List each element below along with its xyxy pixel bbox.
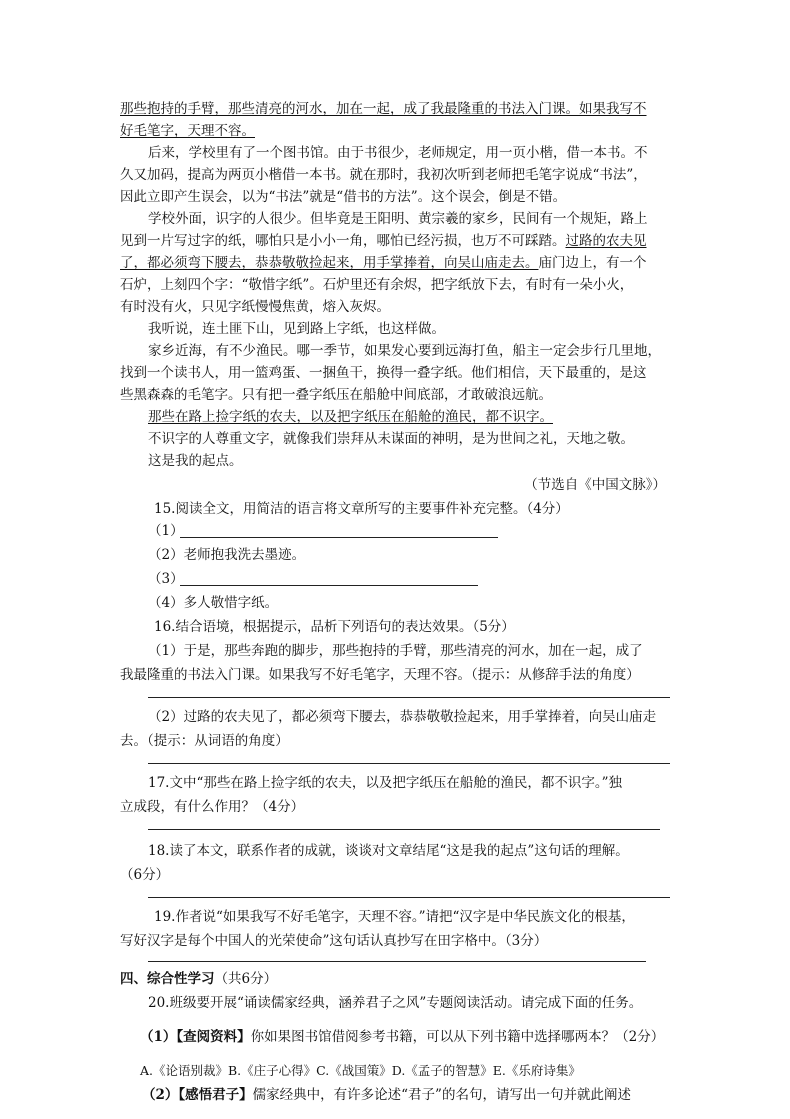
q15-item2: （2）老师抱我洗去墨迹。 — [148, 547, 306, 563]
q20-options: A.《论语别裁》B.《庄子心得》C.《战国策》D.《孟子的智慧》E.《乐府诗集》 — [140, 1063, 581, 1078]
q15-item4: （4）多人敬惜字纸。 — [148, 595, 279, 611]
passage-p5-line3: 些黑森森的毛笔字。只有把一叠字纸压在船舱中间底部，才敢破浪远航。 — [120, 387, 552, 403]
passage-p2-line3: 因此立即产生误会，以为“书法”就是“借书的方法”。这个误会，倒是不错。 — [120, 189, 567, 205]
q18-line1: 18.读了本文，联系作者的成就，谈谈对文章结尾“这是我的起点”这句话的理解。 — [148, 843, 629, 859]
passage-p1-line1: 那些抱持的手臂，那些清亮的河水，加在一起，成了我最隆重的书法入门课。如果我写不 — [120, 101, 647, 117]
q15-stem: 15.阅读全文，用简洁的语言将文章所写的主要事件补充完整。（4分） — [154, 501, 569, 517]
q15-item3-answer-line[interactable] — [180, 585, 478, 586]
q17-line1: 17.文中“那些在路上捡字纸的农夫，以及把字纸压在船舱的渔民，都不识字。”独 — [148, 775, 623, 791]
q20-task2 — [142, 1084, 694, 1106]
passage-p5-line2: 找到一个读书人，用一篮鸡蛋、一捆鱼干，换得一叠字纸。他们相信，天下最重的，是这 — [120, 365, 647, 381]
q16-sub2-answer-line[interactable] — [148, 763, 670, 764]
passage-p5-line1: 家乡近海，有不少渔民。哪一季节，如果发心要到远海打鱼，船主一定会步行几里地， — [148, 343, 661, 359]
q20-stem: 20.班级要开展“诵读儒家经典，涵养君子之风”专题阅读活动。请完成下面的任务。 — [148, 995, 643, 1011]
passage-p2-line1: 后来，学校里有了一个图书馆。由于书很少，老师规定，用一页小楷，借一本书。不 — [148, 145, 648, 161]
q17-line2: 立成段，有什么作用？（4分） — [120, 799, 305, 815]
passage-p4: 我听说，连土匪下山，见到路上字纸，也这样做。 — [148, 321, 445, 337]
q20-task2-text: 儒家经典中，有许多论述“君子”的名句，请写出一句并就此阐述 — [252, 1087, 631, 1103]
passage-p3-line2-plain: 见到一片写过字的纸，哪怕只是小小一角，哪怕已经污损，也万不可踩踏。 — [120, 233, 566, 249]
passage-p3-line3 — [120, 252, 672, 274]
q19-answer-line[interactable] — [148, 961, 646, 962]
passage-p8: 这是我的起点。 — [148, 453, 243, 469]
passage-p2-line2: 久又加码，提高为两页小楷借一本书。就在那时，我初次听到老师把毛笔字说成“书法”， — [120, 167, 647, 183]
q20-task1-text: 你如果图书馆借阅参考书籍，可以从下列书籍中选择哪两本？（2分） — [250, 1029, 665, 1045]
q20-task1 — [140, 1026, 692, 1048]
passage-p3-line4: 石炉，上刻四个字：“敬惜字纸”。石炉里还有余烬，把字纸放下去，有时有一朵小火， — [120, 277, 634, 293]
passage-p3-line3-underlined: 了，都必须弯下腰去，恭恭敬敬捡起来，用手掌捧着，向吴山庙走去。 — [120, 255, 539, 271]
q16-sub1-line2: 我最隆重的书法入门课。如果我写不好毛笔字，天理不容。（提示：从修辞手法的角度） — [120, 667, 640, 683]
q20-task2-tag: （2）【感悟君子】 — [142, 1087, 253, 1103]
q18-line2: （6分） — [120, 867, 170, 883]
q16-sub1-answer-line[interactable] — [148, 697, 670, 698]
passage-p3-line5: 有时没有火，只见字纸慢慢焦黄，熔入灰烬。 — [120, 299, 390, 315]
q16-sub2-line1: （2）过路的农夫见了，都必须弯下腰去，恭恭敬敬捡起来，用手掌捧着，向吴山庙走 — [148, 709, 657, 725]
section4-heading-row — [120, 968, 672, 990]
passage-p3-line1: 学校外面，识字的人很少。但毕竟是王阳明、黄宗羲的家乡，民间有一个规矩，路上 — [148, 211, 648, 227]
q16-stem: 16.结合语境，根据提示，品析下列语句的表达效果。（5分） — [154, 619, 515, 635]
q15-item3: （3） — [148, 571, 184, 587]
passage-p3-line2-underlined: 过路的农夫见 — [565, 233, 647, 249]
q15-item1: （1） — [148, 523, 184, 539]
q16-sub2-line2: 去。（提示：从词语的角度） — [120, 733, 289, 749]
q17-answer-line[interactable] — [148, 829, 660, 830]
q15-item1-answer-line[interactable] — [180, 537, 498, 538]
passage-p7: 不识字的人尊重文字，就像我们崇拜从未谋面的神明，是为世间之礼，天地之敬。 — [148, 431, 634, 447]
passage-p1-line2: 好毛笔字，天理不容。 — [120, 123, 255, 139]
q18-answer-line[interactable] — [148, 897, 670, 898]
q16-sub1-line1: （1）于是，那些奔跑的脚步，那些抱持的手臂，那些清亮的河水，加在一起，成了 — [148, 643, 643, 659]
q19-line1: 19.作者说“如果我写不好毛笔字，天理不容。”请把“汉字是中华民族文化的根基， — [154, 909, 635, 925]
passage-source: （节选自《中国文脉》） — [524, 477, 666, 493]
passage-p6: 那些在路上捡字纸的农夫，以及把字纸压在船舱的渔民，都不识字。 — [148, 409, 553, 425]
passage-p3-line2 — [120, 230, 672, 252]
q19-line2: 写好汉字是每个中国人的光荣使命”这句话认真抄写在田字格中。（3分） — [120, 933, 548, 949]
passage-p3-line3-plain: 庙门边上，有一个 — [538, 255, 647, 271]
section4-heading: 四、综合性学习 — [120, 971, 215, 987]
section4-score: （共6分） — [214, 971, 278, 987]
q20-task1-tag: （1）【查阅资料】 — [140, 1029, 251, 1045]
